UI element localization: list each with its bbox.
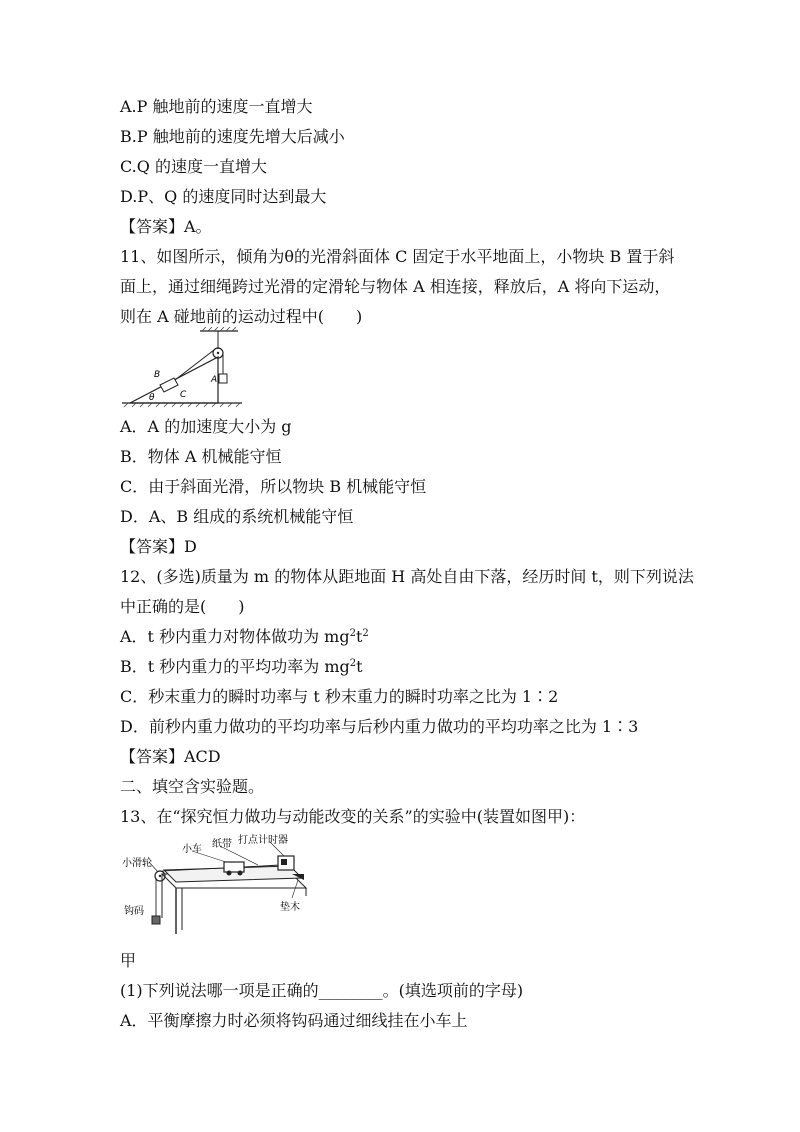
q12-stem-line1: 12、(多选)质量为 m 的物体从距地面 H 高处自由下落，经历时间 t，则下列说法 xyxy=(120,567,694,586)
q11-option-b: B．物体 A 机械能守恒 xyxy=(120,447,282,466)
q11-stem-line2: 面上，通过细绳跨过光滑的定滑轮与物体 A 相连接，释放后，A 将向下运动， xyxy=(120,277,671,296)
q12-answer: 【答案】ACD xyxy=(120,747,221,766)
section-heading: 二、填空含实验题。 xyxy=(120,777,265,796)
q10-answer: 【答案】A。 xyxy=(120,217,212,236)
q11-stem-line3: 则在 A 碰地前的运动过程中( ) xyxy=(120,307,363,326)
label-a: A xyxy=(211,375,218,385)
label-b: B xyxy=(154,370,161,380)
q11-option-d: D．A、B 组成的系统机械能守恒 xyxy=(120,507,354,526)
q12-stem-line2: 中正确的是( ) xyxy=(120,597,245,616)
q10-option-d: D.P、Q 的速度同时达到最大 xyxy=(120,187,327,206)
label-c: C xyxy=(180,390,187,400)
incline-pulley-figure xyxy=(120,327,245,411)
q12-option-b: B．t 秒内重力的平均功率为 $mg^2t$ xyxy=(120,657,363,676)
label-tape: 纸带 xyxy=(212,839,232,850)
figure-caption: 甲 xyxy=(120,951,137,970)
label-block: 垫木 xyxy=(280,902,300,913)
q13-part1: (1)下列说法哪一项是正确的________。(填选项前的字母) xyxy=(120,981,524,1000)
q11-stem-line1: 11、如图所示，倾角为θ的光滑斜面体 C 固定于水平地面上，小物块 B 置于斜 xyxy=(120,247,675,266)
q13-stem: 13、在“探究恒力做功与动能改变的关系”的实验中(装置如图甲)： xyxy=(120,807,586,826)
q12-option-d: D．前秒内重力做功的平均功率与后秒内重力做功的平均功率之比为 1∶3 xyxy=(120,717,639,736)
q11-option-c: C．由于斜面光滑，所以物块 B 机械能守恒 xyxy=(120,477,427,496)
q10-option-c: C.Q 的速度一直增大 xyxy=(120,157,267,176)
q10-option-a: A.P 触地前的速度一直增大 xyxy=(120,97,313,116)
q12-option-c: C．秒末重力的瞬时功率与 t 秒末重力的瞬时功率之比为 1∶2 xyxy=(120,687,559,706)
q12-option-a: A．t 秒内重力对物体做功为 $mg^2t^2$ xyxy=(120,627,369,646)
q11-answer: 【答案】D xyxy=(120,537,197,556)
q10-option-b: B.P 触地前的速度先增大后减小 xyxy=(120,127,345,146)
label-weight: 钩码 xyxy=(124,906,144,917)
q11-option-a: A．A 的加速度大小为 g xyxy=(120,417,292,436)
label-timer: 打点计时器 xyxy=(238,835,288,846)
label-theta: θ xyxy=(149,393,155,403)
label-cart: 小车 xyxy=(182,844,202,855)
q13-option-a: A．平衡摩擦力时必须将钩码通过细线挂在小车上 xyxy=(120,1011,468,1030)
cart-track-apparatus-figure xyxy=(120,830,320,934)
label-pulley: 小滑轮 xyxy=(122,858,152,869)
